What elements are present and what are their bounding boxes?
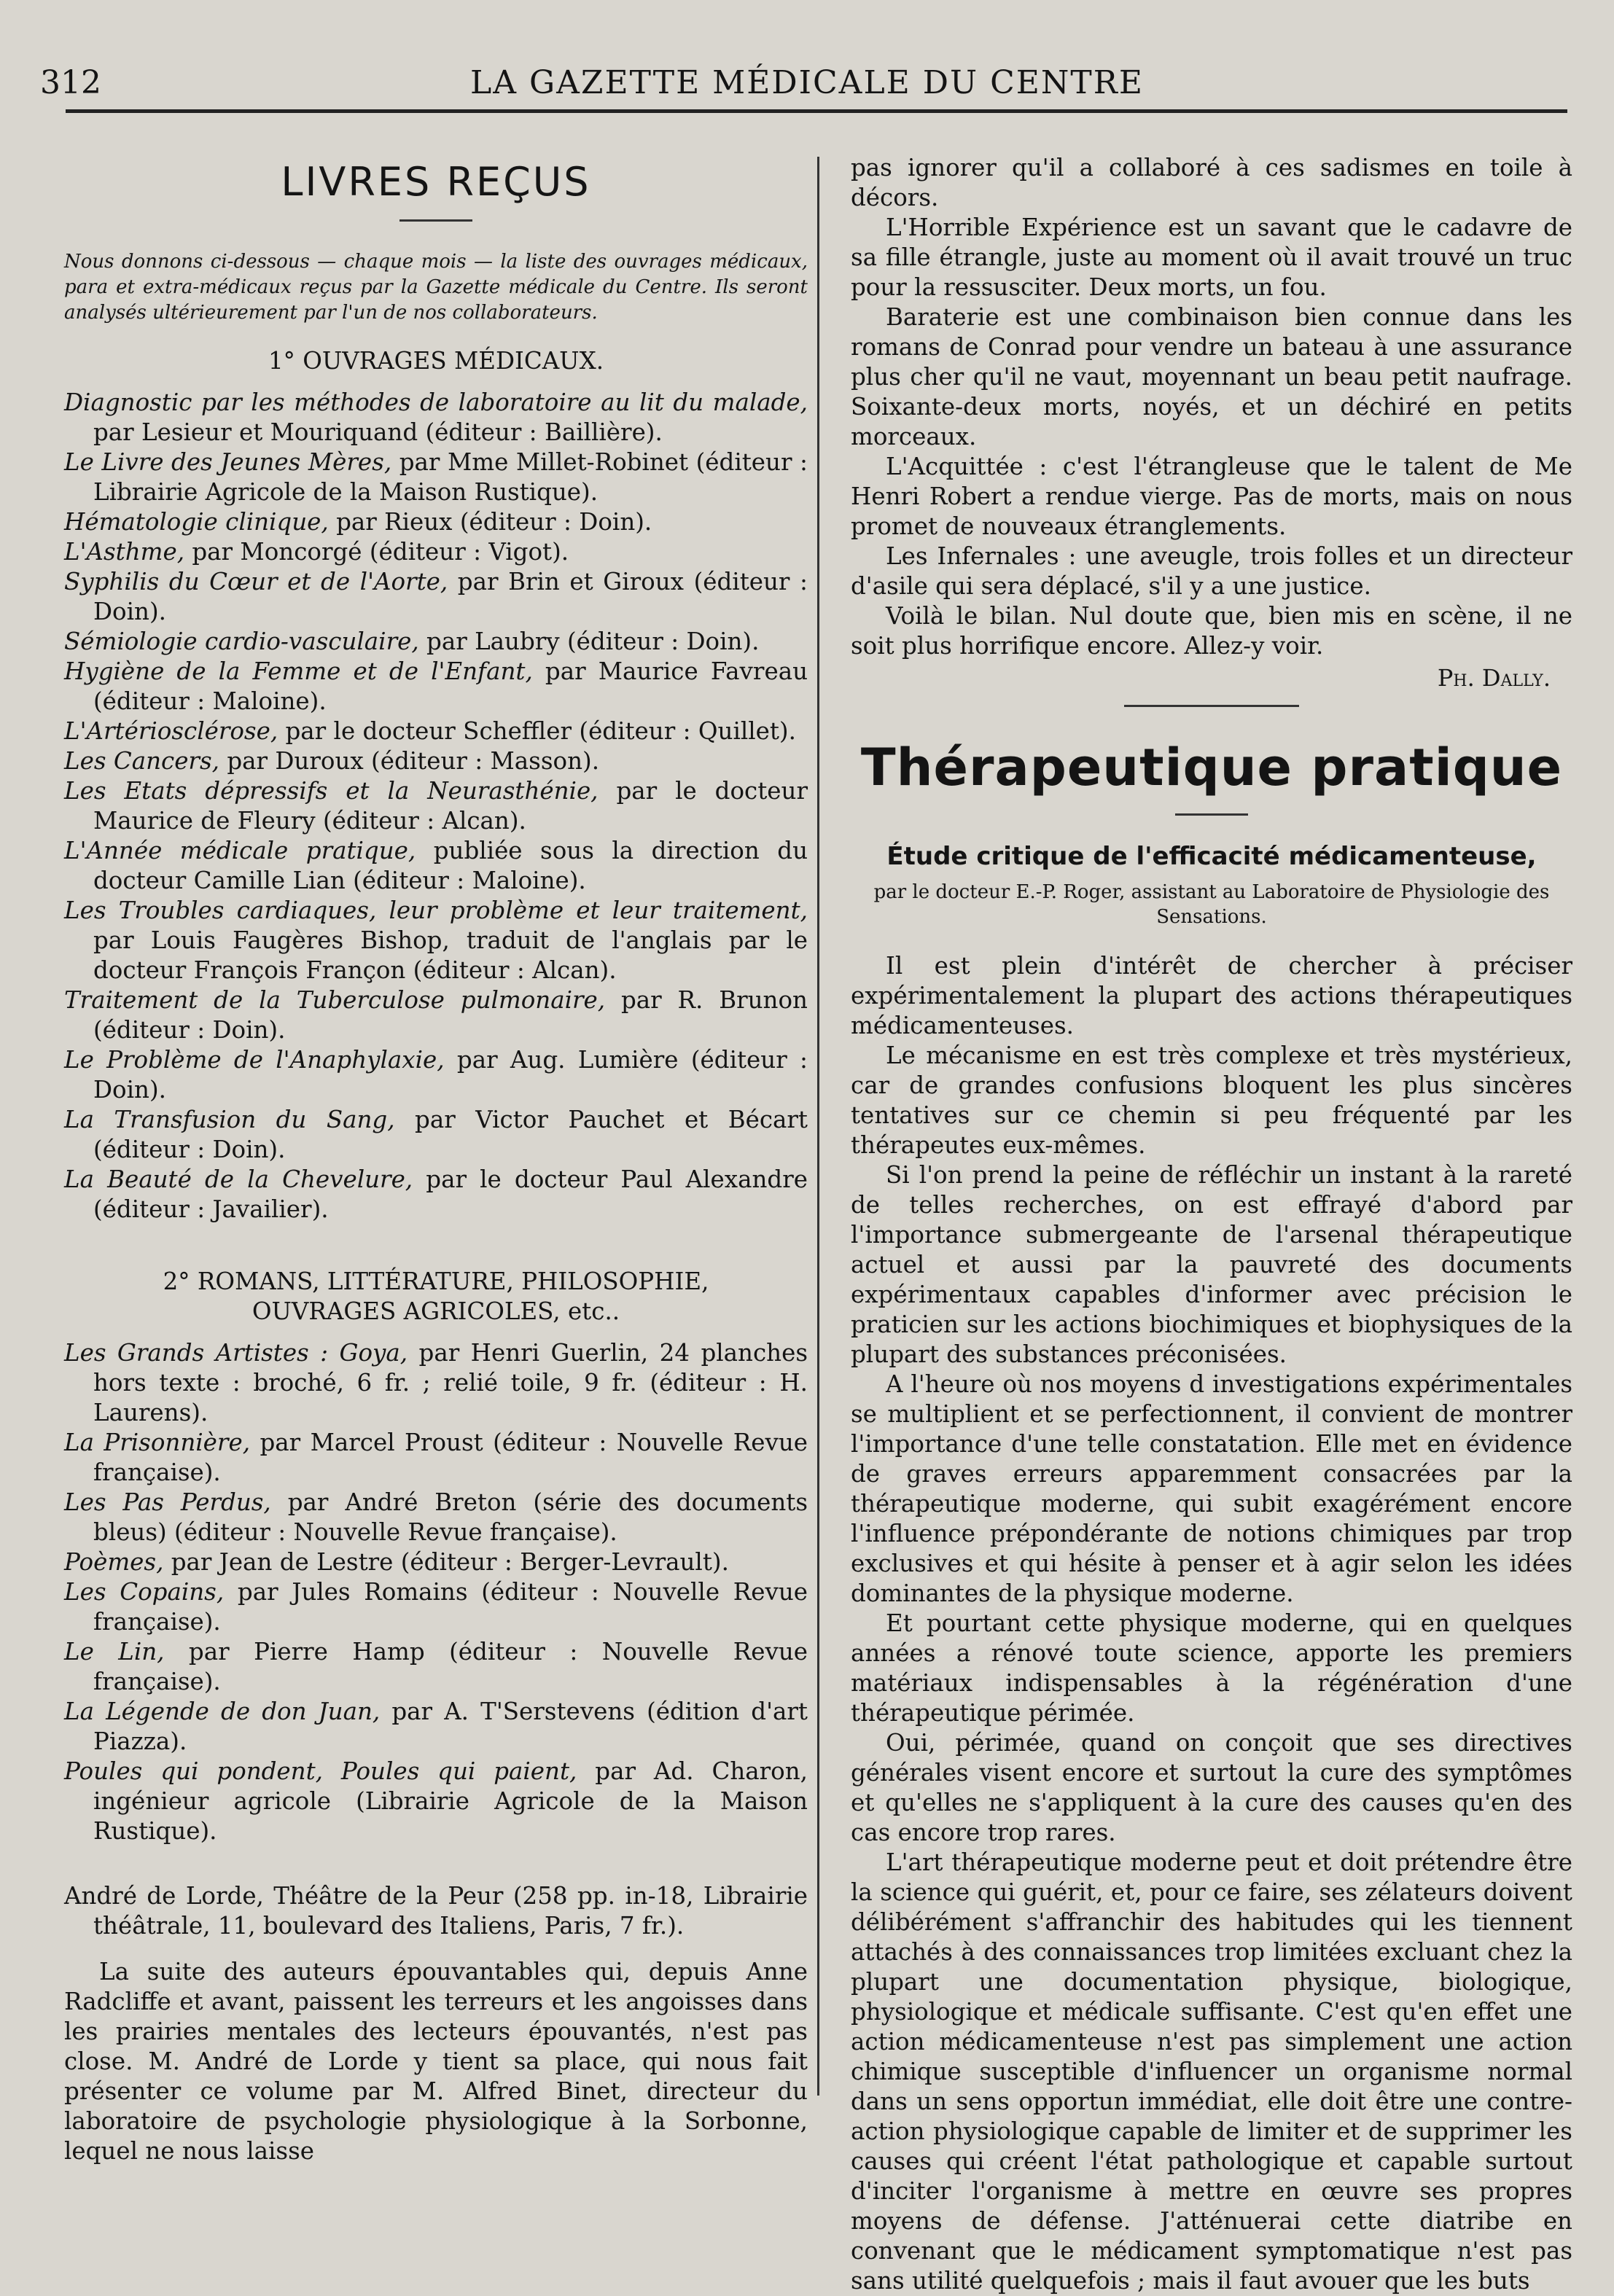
book-entry [64, 1577, 808, 1637]
review-end-rule [1124, 705, 1299, 707]
book-title: Les Grands Artistes : Goya, [64, 1339, 408, 1367]
book-details: par André Breton (série des documents bleus) (éditeur : Nouvelle Revue française). [93, 1488, 808, 1546]
article-paragraph: A l'heure où nos moyens d investigations expérimentales se multiplient et se perfectionnent, il convient de montrer l'importance d'une telle constatation. Elle met en évidence de graves erreurs apparemment consacrées par la thérapeutique moderne, qui subit exagérément encore l'influence prépondérante de notions chimiques par trop exclusives et qui hésite à penser et à agir selon les idées dominantes de la physique moderne. [851, 1370, 1572, 1607]
book-details: par Marcel Proust (éditeur : Nouvelle Revue française). [93, 1429, 808, 1486]
book-entry [64, 1165, 808, 1225]
book-entry [64, 567, 808, 627]
book-details: par A. T'Serstevens (édition d'art Piazza). [93, 1698, 808, 1755]
book-details: par Ad. Charon, ingénieur agricole (Librairie Agricole de la Maison Rustique). [93, 1757, 808, 1845]
book-title: Les Copains, [64, 1578, 225, 1606]
book-details: par Maurice Favreau (éditeur : Maloine). [93, 657, 808, 715]
article-paragraph: Et pourtant cette physique moderne, qui en quelques années a rénové toute science, apporte les premiers matériaux indispensables à la régénération d'une thérapeutique périmée. [851, 1609, 1572, 1727]
book-title: Les Cancers, [64, 747, 219, 775]
book-entry [64, 1637, 808, 1697]
book-entry [64, 627, 808, 657]
book-details: par Moncorgé (éditeur : Vigot). [184, 538, 569, 566]
book-entry [64, 896, 808, 985]
book-title: Le Problème de l'Anaphylaxie, [64, 1046, 445, 1074]
book-details: par Lesieur et Mouriquand (éditeur : Baillière). [93, 418, 663, 446]
book-entry [64, 1697, 808, 1757]
article-paragraph: Si l'on prend la peine de réfléchir un instant à la rareté de telles recherches, on est effrayé d'abord par l'importance submergeante de l'arsenal thérapeutique actuel et aussi par la pauvreté des documents expérimentaux capables d'informer avec précision le praticien sur les actions biochimiques et biophysiques de la plupart des substances préconisées. [851, 1161, 1572, 1368]
section-literature [64, 1267, 808, 1327]
book-title: La Légende de don Juan, [64, 1698, 381, 1725]
article-paragraph: Il est plein d'intérêt de chercher à préciser expérimentalement la plupart des actions thérapeutiques médicamenteuses. [851, 952, 1572, 1039]
title-rule [399, 219, 472, 222]
book-title: Hématologie clinique, [64, 508, 329, 536]
book-title: L'Année médicale pratique, [64, 837, 416, 864]
section-literature-line2: OUVRAGES AGRICOLES, etc.. [252, 1297, 620, 1325]
book-title: Les Pas Perdus, [64, 1488, 271, 1516]
book-title: L'Artériosclérose, [64, 717, 278, 745]
book-title: Poules qui pondent, Poules qui paient, [64, 1757, 577, 1785]
book-details: par Pierre Hamp (éditeur : Nouvelle Revue française). [93, 1638, 808, 1695]
book-entry [64, 507, 808, 537]
review-continued-3: Baraterie est une combinaison bien connue dans les romans de Conrad pour vendre un bateau à une assurance plus cher qu'il ne vaut, moyennant un beau petit naufrage. Soixante-deux morts, noyés, et un déchiré en petits morceaux. [851, 303, 1572, 450]
book-details: par Laubry (éditeur : Doin). [418, 628, 760, 655]
column-divider [817, 157, 819, 2096]
literature-books-list [64, 1338, 808, 1846]
book-entry [64, 1045, 808, 1105]
book-details: par Louis Faugères Bishop, traduit de l'anglais par le docteur François Françon (éditeur : Alcan). [93, 926, 808, 984]
book-entry [64, 1547, 808, 1577]
review-heading: André de Lorde, Théâtre de la Peur (258 pp. in-18, Librairie théâtrale, 11, boulevard des Italiens, Paris, 7 fr.). [64, 1882, 808, 1940]
book-title: L'Asthme, [64, 538, 185, 566]
book-details: par Jules Romains (éditeur : Nouvelle Revue française). [93, 1578, 808, 1636]
article-paragraph: Le mécanisme en est très complexe et très mystérieux, car de grandes confusions bloquent les plus sincères tentatives sur ce chemin si peu fréquenté par les thérapeutes eux-mêmes. [851, 1042, 1572, 1159]
book-title: La Transfusion du Sang, [64, 1106, 395, 1133]
review-continued-1: pas ignorer qu'il a collaboré à ces sadismes en toile à décors. [851, 154, 1572, 211]
book-title: Les Troubles cardiaques, leur problème et leur traitement, [64, 897, 808, 924]
book-details: par Aug. Lumière (éditeur : Doin). [93, 1046, 808, 1104]
book-entry [64, 388, 808, 448]
review-signature: Ph. Dally. [1437, 664, 1551, 692]
review-continued-6: Voilà le bilan. Nul doute que, bien mis en scène, il ne soit plus horrifique encore. Allez-y voir. [851, 602, 1572, 660]
book-title: La Beauté de la Chevelure, [64, 1165, 413, 1193]
book-entry [64, 746, 808, 776]
book-entry [64, 836, 808, 896]
article-byline: par le docteur E.-P. Roger, assistant au Laboratoire de Physiologie des Sensations. [873, 881, 1550, 928]
book-entry [64, 776, 808, 836]
book-title: Poèmes, [64, 1548, 164, 1576]
book-details: par Henri Guerlin, 24 planches hors texte : broché, 6 fr. ; relié toile, 9 fr. (éditeur : H. Laurens). [93, 1339, 808, 1426]
book-title: Le Livre des Jeunes Mères, [64, 448, 392, 476]
section-literature-line1: 2° ROMANS, LITTÉRATURE, PHILOSOPHIE, [163, 1268, 709, 1295]
book-entry [64, 1488, 808, 1547]
book-title: Le Lin, [64, 1638, 165, 1666]
page-number: 312 [40, 64, 101, 101]
book-title: La Prisonnière, [64, 1429, 251, 1456]
review-paragraph: La suite des auteurs épouvantables qui, depuis Anne Radcliffe et avant, paissent les terreurs et les angoisses dans les prairies mentales des lecteurs épouvantés, n'est pas close. M. André de Lorde y tient sa place, qui nous fait présenter ce volume par M. Alfred Binet, directeur du laboratoire de psychologie physiologique à la Sorbonne, lequel ne nous laisse [64, 1958, 808, 2165]
header-rule [66, 109, 1567, 113]
book-title: Syphilis du Cœur et de l'Aorte, [64, 568, 448, 596]
book-entry [64, 448, 808, 507]
book-title: Traitement de la Tuberculose pulmonaire, [64, 986, 606, 1014]
medical-books-list [64, 388, 808, 1225]
book-details: par le docteur Scheffler (éditeur : Quillet). [278, 717, 796, 745]
book-entry [64, 537, 808, 567]
article-title-rule [1175, 813, 1248, 816]
book-title: Diagnostic par les méthodes de laboratoire au lit du malade, [64, 388, 808, 416]
right-column [851, 153, 1572, 2296]
review-continued-4: L'Acquittée : c'est l'étrangleuse que le talent de Me Henri Robert a rendue vierge. Pas de morts, mais on nous promet de nouveaux étranglements. [851, 453, 1572, 540]
review-continued-5: Les Infernales : une aveugle, trois folles et un directeur d'asile qui sera déplacé, s'il y a une justice. [851, 542, 1572, 600]
article-paragraph: L'art thérapeutique moderne peut et doit prétendre être la science qui guérit, et, pour ce faire, ses zélateurs doivent délibérément s'affranchir des habitudes qui les tiennent attachés à des connaissances trop limitées excluant chez la plupart une documentation physique, biologique, physiologique et médicale suffisante. C'est qu'en effet une action médicamenteuse n'est pas simplement une action chimique susceptible d'influencer un organisme normal dans un sens opportun immédiat, elle doit être une contre-action physiologique capable de limiter et de supprimer les causes qui créent l'état pathologique et capable surtout d'inciter l'organisme à mettre en œuvre ses propres moyens de défense. J'atténuerai cette diatribe en convenant que le médicament symptomatique n'est pas sans utilité quelquefois ; mais il faut avouer que les buts [851, 1848, 1572, 2295]
article-title: Thérapeutique pratique [860, 738, 1563, 797]
book-details: par Mme Millet-Robinet (éditeur : Librairie Agricole de la Maison Rustique). [93, 448, 808, 506]
article-paragraph: Oui, périmée, quand on conçoit que ses directives générales visent encore et surtout la cure des symptômes et qu'elles ne s'appliquent à la cure des causes qu'en des cas encore trop rares. [851, 1729, 1572, 1846]
review-continued-2: L'Horrible Expérience est un savant que le cadavre de sa fille étrangle, juste au moment où il avait trouvé un truc pour la ressusciter. Deux morts, un fou. [851, 214, 1572, 301]
intro-paragraph: Nous donnons ci-dessous — chaque mois — la liste des ouvrages médicaux, para et extra-médicaux reçus par la Gazette médicale du Centre. Ils seront analysés ultérieurement par l'un de nos collaborateurs. [64, 251, 808, 324]
book-title: Hygiène de la Femme et de l'Enfant, [64, 657, 533, 685]
book-entry [64, 657, 808, 716]
book-details: par Duroux (éditeur : Masson). [219, 747, 600, 775]
book-entry [64, 985, 808, 1045]
book-details: par Rieux (éditeur : Doin). [328, 508, 652, 536]
book-details: par le docteur Maurice de Fleury (éditeur : Alcan). [93, 777, 808, 835]
book-entry [64, 1757, 808, 1846]
book-entry [64, 1338, 808, 1428]
book-entry [64, 1428, 808, 1488]
article-body [851, 951, 1572, 2296]
article-subtitle: Étude critique de l'efficacité médicamenteuse, [886, 842, 1537, 871]
section-medical: 1° OUVRAGES MÉDICAUX. [268, 347, 604, 375]
book-details: publiée sous la direction du docteur Camille Lian (éditeur : Maloine). [93, 837, 808, 894]
book-details: par R. Brunon (éditeur : Doin). [93, 986, 808, 1044]
book-details: par Jean de Lestre (éditeur : Berger-Levrault). [163, 1548, 729, 1576]
book-details: par Brin et Giroux (éditeur : Doin). [93, 568, 808, 625]
book-entry [64, 1105, 808, 1165]
journal-title: LA GAZETTE MÉDICALE DU CENTRE [469, 64, 1145, 101]
book-title: Les Etats dépressifs et la Neurasthénie, [64, 777, 599, 805]
livres-recus-title: LIVRES REÇUS [281, 159, 591, 205]
book-details: par le docteur Paul Alexandre (éditeur : Javailier). [93, 1165, 808, 1223]
book-title: Sémiologie cardio-vasculaire, [64, 628, 419, 655]
book-entry [64, 716, 808, 746]
left-column [64, 153, 808, 2166]
book-details: par Victor Pauchet et Bécart (éditeur : Doin). [93, 1106, 808, 1163]
